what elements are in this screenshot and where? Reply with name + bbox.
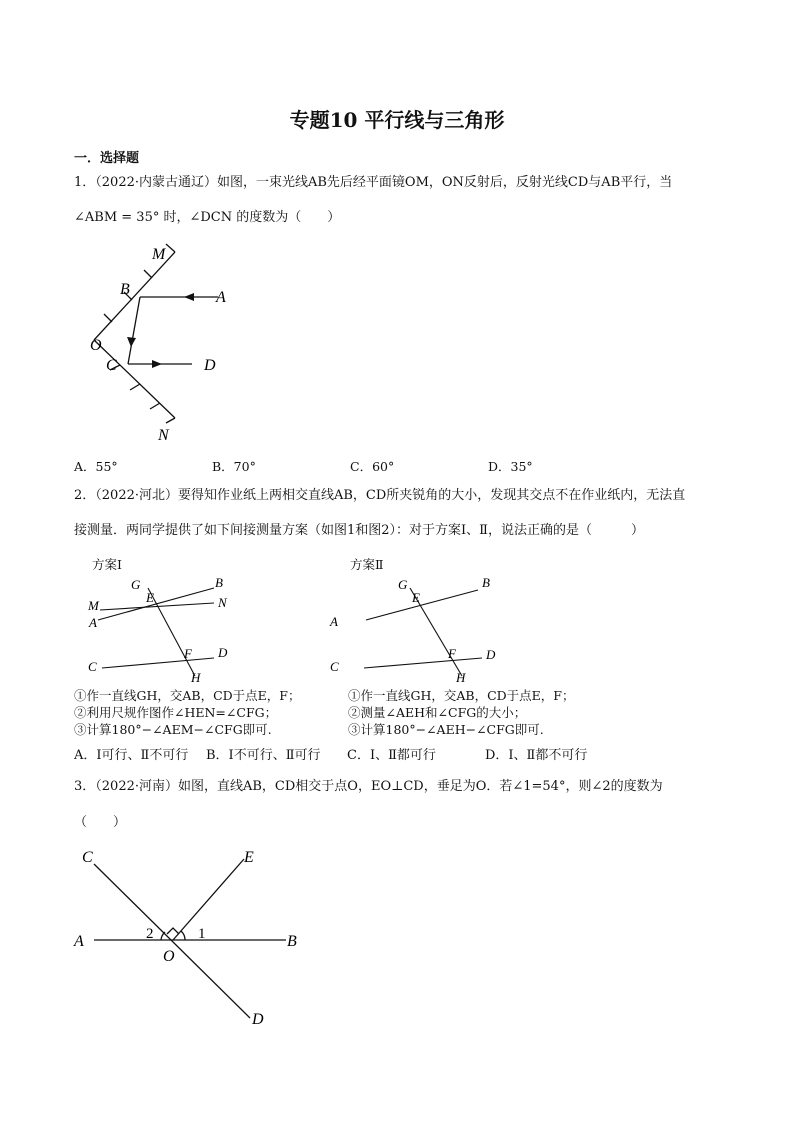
arrow-cd-icon: [152, 360, 162, 368]
label-n: N: [158, 427, 169, 444]
label-a: A: [216, 289, 226, 306]
p2-label-d: D: [486, 647, 496, 662]
page-title: 专题10 平行线与三角形: [289, 108, 505, 132]
q3-label-b: B: [287, 933, 297, 950]
label-c: C: [106, 357, 117, 374]
p2-label-b: B: [482, 575, 490, 590]
mirror-on: [94, 340, 175, 418]
q2-text-line2: 接测量．两同学提供了如下间接测量方案（如图1和图2）：对于方案Ⅰ、Ⅱ，说法正确的是（ ）: [74, 523, 645, 538]
q3-label-o: O: [163, 948, 175, 965]
q3-text-line1: 3．（2022·河南）如图，直线AB，CD相交于点O，EO⊥CD，垂足为O．若∠1=54°，则∠2的度数为: [74, 779, 663, 794]
p1-label-e: E: [146, 590, 154, 605]
q3-label-d: D: [252, 1011, 264, 1028]
q1-text-line2: ∠ABM = 35° 时，∠DCN 的度数为（ ）: [74, 210, 341, 225]
plan2-step2: ②测量∠AEH和∠CFG的大小；: [348, 705, 527, 720]
label-m: M: [152, 246, 166, 263]
q3-text-line2: （ ）: [74, 815, 127, 830]
arrow-bc-icon: [127, 337, 136, 347]
ray-oe: [173, 859, 244, 940]
p1-label-f: F: [184, 646, 192, 661]
label-d: D: [204, 357, 216, 374]
plan2-step1: ①作一直线GH，交AB，CD于点E，F；: [348, 688, 575, 703]
q2-option-a[interactable]: A．Ⅰ可行、Ⅱ不可行: [74, 748, 189, 763]
plan2-step3: ③计算180°−∠AEH−∠CFG即可.: [348, 722, 544, 737]
line-cd: [94, 864, 250, 1018]
ray-bc: [128, 297, 140, 364]
q1-option-c[interactable]: C．60°: [350, 459, 395, 474]
q3-label-e: E: [244, 849, 254, 866]
plan1-figure: [84, 572, 244, 684]
q3-label-2: 2: [146, 926, 154, 942]
q1-figure: [80, 240, 240, 450]
p2-label-g: G: [398, 577, 408, 592]
p1-label-d: D: [218, 645, 228, 660]
q1-option-a[interactable]: A．55°: [74, 459, 118, 474]
q1-text-line1: 1．（2022·内蒙古通辽）如图，一束光线AB先后经平面镜OM，ON反射后，反射光线CD与AB平行，当: [74, 175, 673, 190]
q1-option-d[interactable]: D．35°: [488, 459, 533, 474]
p2-label-f: F: [448, 646, 456, 661]
label-o: O: [90, 337, 102, 354]
line-cd: [102, 658, 214, 668]
arc-angle-1: [181, 931, 185, 940]
line-cd: [364, 658, 482, 668]
label-b: B: [120, 281, 130, 298]
q3-figure: [70, 842, 310, 1032]
p2-label-a: A: [330, 614, 338, 629]
p1-label-c: C: [88, 659, 97, 674]
p1-label-h: H: [191, 670, 201, 684]
p2-label-h: H: [456, 670, 466, 684]
q2-option-c[interactable]: C．Ⅰ、Ⅱ都可行: [347, 748, 436, 763]
line-ab: [366, 590, 478, 620]
q1-option-b[interactable]: B．70°: [212, 459, 256, 474]
plan1-step2: ②利用尺规作图作∠HEN=∠CFG；: [74, 705, 278, 720]
arrow-ab-icon: [184, 293, 194, 301]
plan1-title: 方案Ⅰ: [92, 557, 122, 572]
q2-option-d[interactable]: D．Ⅰ、Ⅱ都不可行: [485, 748, 588, 763]
right-angle-mark: [167, 928, 179, 934]
p2-label-e: E: [412, 590, 420, 605]
q3-label-c: C: [82, 849, 93, 866]
plan2-title: 方案Ⅱ: [350, 557, 384, 572]
plan1-step1: ①作一直线GH，交AB，CD于点E，F；: [74, 688, 301, 703]
p1-label-b: B: [215, 575, 223, 590]
p1-label-a: A: [89, 615, 97, 630]
q3-label-a: A: [74, 933, 84, 950]
q2-text-line1: 2．（2022·河北）要得知作业纸上两相交直线AB，CD所夹锐角的大小，发现其交点不在作业纸内，无法直: [74, 488, 686, 503]
p1-label-g: G: [131, 577, 141, 592]
q2-option-b[interactable]: B．Ⅰ不可行、Ⅱ可行: [206, 748, 321, 763]
plan2-figure: [326, 572, 516, 684]
p2-label-c: C: [330, 659, 339, 674]
section-heading: 一．选择题: [74, 151, 140, 166]
arc-angle-2: [161, 932, 165, 940]
q3-label-1: 1: [198, 926, 206, 942]
plan1-step3: ③计算180°−∠AEM−∠CFG即可.: [74, 722, 272, 737]
p1-label-m: M: [88, 598, 99, 613]
p1-label-n: N: [218, 595, 227, 610]
